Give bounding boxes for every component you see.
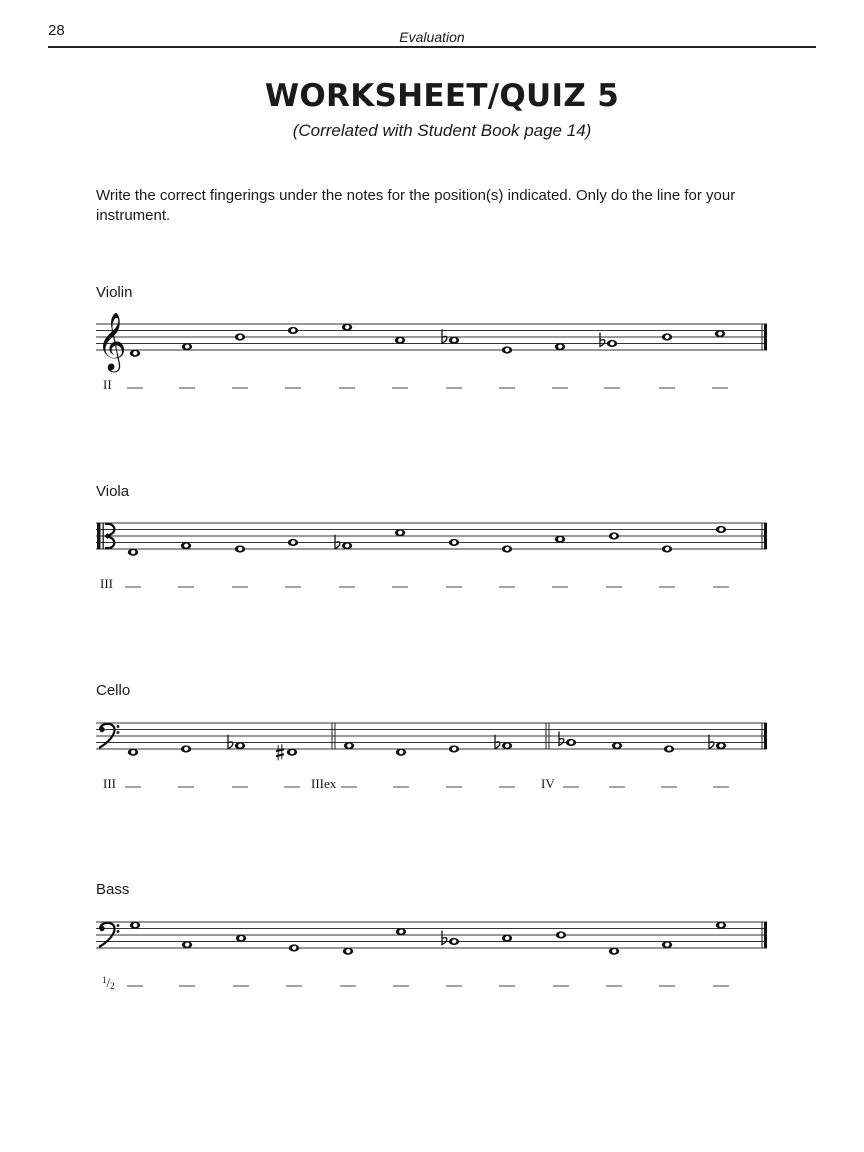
whole-note	[287, 749, 297, 756]
instrument-label-bass: Bass	[96, 881, 130, 898]
staff-violin	[0, 310, 864, 460]
final-barline-thick	[764, 324, 767, 350]
whole-note	[612, 742, 622, 749]
whole-note	[235, 742, 245, 749]
whole-note	[449, 539, 459, 546]
flat-icon	[600, 333, 605, 347]
whole-note	[396, 749, 406, 756]
final-barline-thick	[764, 723, 767, 749]
whole-note	[555, 536, 565, 543]
position-label: III	[100, 576, 113, 591]
whole-note	[342, 542, 352, 549]
staff-cello	[0, 709, 864, 859]
whole-note	[609, 532, 619, 539]
instrument-label-cello: Cello	[96, 682, 131, 699]
whole-note	[449, 745, 459, 752]
sharp-icon	[276, 744, 284, 760]
position-label: IV	[541, 776, 555, 791]
whole-note	[235, 545, 245, 552]
whole-note	[715, 330, 725, 337]
flat-icon	[442, 931, 447, 945]
whole-note	[181, 745, 191, 752]
whole-note	[502, 545, 512, 552]
running-head: Evaluation	[399, 29, 465, 45]
instrument-label-viola: Viola	[96, 483, 130, 500]
page-subtitle: (Correlated with Student Book page 14)	[292, 121, 592, 140]
flat-icon	[335, 535, 340, 549]
svg-text:𝄞: 𝄞	[97, 312, 127, 370]
instrument-label-violin: Violin	[96, 284, 133, 301]
whole-note	[664, 745, 674, 752]
position-label: II	[103, 377, 112, 392]
whole-note	[566, 739, 576, 746]
page-title: WORKSHEET/QUIZ 5	[264, 78, 620, 114]
whole-note	[289, 944, 299, 951]
whole-note	[716, 742, 726, 749]
flat-icon	[709, 735, 714, 749]
whole-note	[182, 343, 192, 350]
whole-note	[181, 542, 191, 549]
whole-note	[395, 529, 405, 536]
whole-note	[128, 549, 138, 556]
position-label: III	[103, 776, 116, 791]
whole-note	[556, 931, 566, 938]
treble-clef-icon	[97, 312, 127, 373]
whole-note	[555, 343, 565, 350]
whole-note	[716, 922, 726, 929]
staff-viola	[0, 509, 864, 659]
whole-note	[609, 948, 619, 955]
flat-icon	[495, 735, 500, 749]
whole-note	[607, 340, 617, 347]
whole-note	[662, 545, 672, 552]
header-rule	[48, 46, 816, 48]
position-label: $^1$/2	[102, 975, 115, 991]
whole-note	[662, 333, 672, 340]
whole-note	[182, 941, 192, 948]
whole-note	[716, 526, 726, 533]
staff-bass	[0, 908, 864, 1058]
flat-icon	[442, 329, 447, 343]
whole-note	[130, 922, 140, 929]
whole-note	[130, 350, 140, 357]
final-barline-thick	[764, 922, 767, 948]
position-label: IIIex	[311, 776, 337, 791]
whole-note	[288, 539, 298, 546]
whole-note	[342, 324, 352, 331]
whole-note	[395, 337, 405, 344]
whole-note	[288, 327, 298, 334]
whole-note	[449, 938, 459, 945]
whole-note	[343, 948, 353, 955]
whole-note	[502, 935, 512, 942]
whole-note	[128, 749, 138, 756]
flat-icon	[228, 735, 233, 749]
whole-note	[502, 346, 512, 353]
instructions-text: Write the correct fingerings under the notes for the position(s) indicated. Only do the line for your instrument.	[96, 187, 736, 224]
flat-icon	[559, 732, 564, 746]
whole-note	[662, 941, 672, 948]
whole-note	[396, 928, 406, 935]
whole-note	[235, 333, 245, 340]
final-barline-thick	[764, 523, 767, 549]
whole-note	[344, 742, 354, 749]
whole-note	[236, 935, 246, 942]
whole-note	[502, 742, 512, 749]
page-number: 28	[48, 22, 65, 39]
whole-note	[449, 337, 459, 344]
